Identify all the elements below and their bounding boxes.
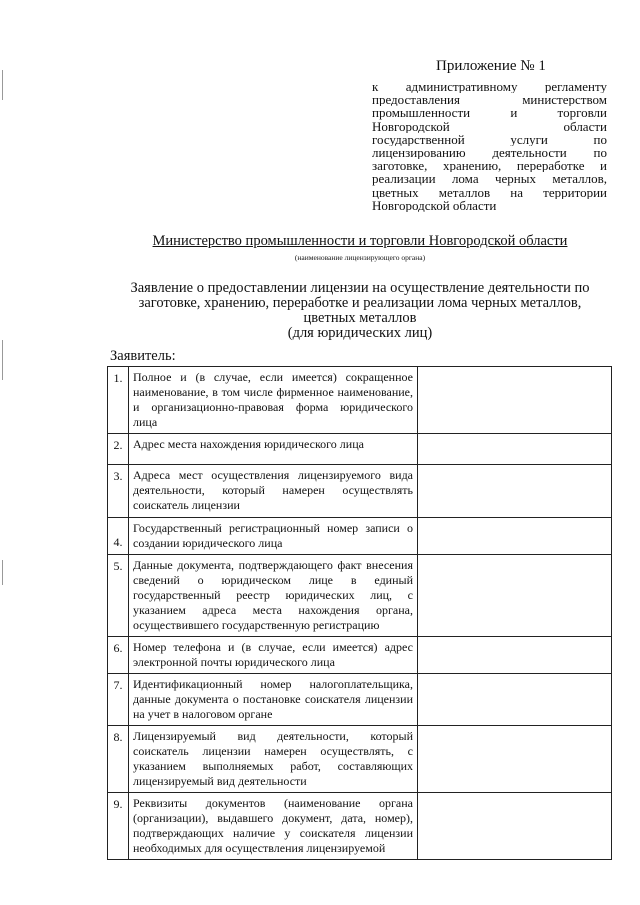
row-label: Реквизиты документов (наименование органа (организации), выдавшего документ, дата, номер), подтверждающих наличие у соискателя лицензии необходимых для осуществления лицензируемой: [129, 793, 418, 860]
scan-edge-mark: [2, 560, 3, 585]
row-label: Данные документа, подтверждающего факт внесения сведений о юридическом лице в единый государственный реестр юридических лиц, с указанием адреса места нахождения органа, осуществившего государственную регистрацию: [129, 555, 418, 637]
row-value-field[interactable]: [418, 434, 612, 465]
row-number: 7.: [108, 674, 129, 726]
table-row: [108, 465, 612, 518]
appendix-line: заготовке, хранению, переработке и: [372, 159, 607, 173]
table-row: [108, 674, 612, 726]
ministry-name: [0, 233, 640, 250]
row-number: 2.: [108, 434, 129, 465]
row-label: Лицензируемый вид деятельности, который соискатель лицензии намерен осуществлять, с указанием выполняемых работ, составляющих лицензируемый вид деятельности: [129, 726, 418, 793]
row-value-field[interactable]: [418, 555, 612, 637]
applicant-form-table: [107, 366, 612, 860]
appendix-line: Новгородской области: [372, 119, 607, 133]
row-value-field[interactable]: [418, 518, 612, 555]
table-row: [108, 367, 612, 434]
scan-edge-mark: [2, 340, 3, 380]
row-value-field[interactable]: [418, 793, 612, 860]
statement-line: цветных металлов: [303, 310, 417, 326]
row-label: Государственный регистрационный номер записи о создании юридического лица: [129, 518, 418, 555]
table-row: [108, 555, 612, 637]
row-number: 6.: [108, 637, 129, 674]
statement-line: (для юридических лиц): [287, 325, 433, 341]
row-label: Идентификационный номер налогоплательщика, данные документа о постановке соискателя лицензии на учет в налоговом органе: [129, 674, 418, 726]
row-number: 9.: [108, 793, 129, 860]
applicant-label: Заявитель:: [110, 348, 176, 364]
row-number: 4.: [108, 518, 129, 555]
statement-line: Заявление о предоставлении лицензии на осуществление деятельности по: [130, 280, 590, 296]
row-label: Адрес места нахождения юридического лица: [129, 434, 418, 465]
appendix-title: Приложение № 1: [436, 58, 546, 74]
row-number: 5.: [108, 555, 129, 637]
table-row: [108, 793, 612, 860]
table-row: [108, 726, 612, 793]
row-value-field[interactable]: [418, 726, 612, 793]
row-label: Полное и (в случае, если имеется) сокращенное наименование, в том числе фирменное наименование, и организационно-правовая форма юридического лица: [129, 367, 418, 434]
appendix-line: предоставления министерством: [372, 93, 607, 107]
row-label: Адреса мест осуществления лицензируемого вида деятельности, который намерен осуществлять соискатель лицензии: [129, 465, 418, 518]
scan-edge-mark: [2, 70, 3, 100]
row-number: 3.: [108, 465, 129, 518]
appendix-line: цветных металлов на территории: [372, 185, 607, 199]
appendix-line: лицензированию деятельности по: [372, 145, 607, 160]
row-value-field[interactable]: [418, 367, 612, 434]
row-label: Номер телефона и (в случае, если имеется) адрес электронной почты юридического лица: [129, 637, 418, 674]
table-row: [108, 518, 612, 555]
appendix-line: к административному регламенту: [372, 80, 607, 94]
row-number: 1.: [108, 367, 129, 434]
statement-line: заготовке, хранению, переработке и реализации лома черных металлов,: [138, 295, 582, 311]
table-row: [108, 637, 612, 674]
table-row: [108, 434, 612, 465]
row-number: 8.: [108, 726, 129, 793]
ministry-name-text: Министерство промышленности и торговли Новгородской области: [152, 233, 568, 249]
appendix-line: промышленности и торговли: [372, 106, 607, 120]
statement-title: [100, 281, 620, 341]
appendix-line: реализации лома черных металлов,: [372, 172, 607, 186]
appendix-line: Новгородской области: [372, 198, 497, 212]
appendix-note: [372, 80, 607, 212]
row-value-field[interactable]: [418, 465, 612, 518]
row-value-field[interactable]: [418, 674, 612, 726]
row-value-field[interactable]: [418, 637, 612, 674]
ministry-caption: (наименование лицензирующего органа): [294, 253, 426, 262]
appendix-line: государственной услуги по: [372, 132, 607, 146]
